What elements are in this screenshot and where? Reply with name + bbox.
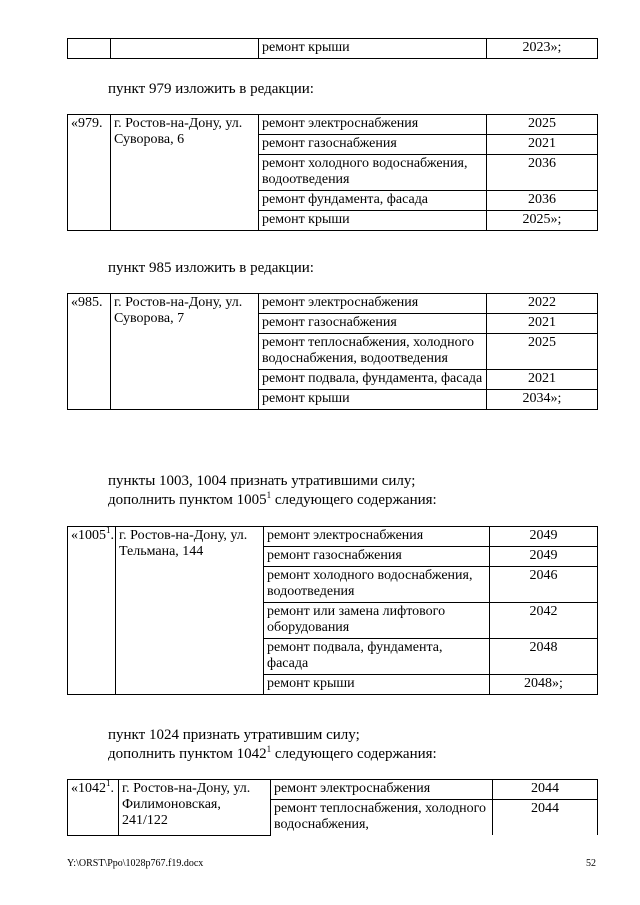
table-row [68,115,598,135]
paragraph-985: пункт 985 изложить в редакции: [108,260,314,276]
year-cell: 2048 [490,639,598,675]
year-cell: 2025 [487,334,598,370]
address-cell: г. Ростов-на-Дону, ул. Филимоновская, 241/122 [119,780,271,836]
year-cell: 2025»; [487,211,598,231]
footer-file-path: Y:\ORST\Ppo\1028p767.f19.docx [67,858,204,869]
address-cell: г. Ростов-на-Дону, ул. Суворова, 7 [111,294,259,410]
table-1005 [67,526,598,695]
table-979 [67,114,598,231]
footer-page-number: 52 [586,858,596,869]
work-cell: ремонт подвала, фундамента, фасада [259,370,487,390]
work-cell: ремонт фундамента, фасада [259,191,487,211]
work-cell: ремонт электроснабжения [271,780,493,800]
work-cell: ремонт теплоснабжения, холодного водоснабжения, водоотведения [259,334,487,370]
work-cell: ремонт теплоснабжения, холодного водоснабжения, [271,800,493,836]
year-cell: 2034»; [487,390,598,410]
work-cell: ремонт или замена лифтового оборудования [264,603,490,639]
work-cell: ремонт холодного водоснабжения, водоотведения [264,567,490,603]
table-row [68,527,598,547]
address-cell [111,39,259,59]
year-cell: 2042 [490,603,598,639]
table-985 [67,293,598,410]
year-cell: 2049 [490,547,598,567]
year-cell: 2023»; [487,39,598,59]
number-cell: «1005$^1$. [68,527,116,695]
work-cell: ремонт газоснабжения [259,314,487,334]
year-cell: 2044 [493,780,598,800]
year-cell: 2048»; [490,675,598,695]
table-continued [67,38,598,59]
work-cell: ремонт крыши [259,211,487,231]
number-cell: «985. [68,294,111,410]
work-cell: ремонт крыши [259,390,487,410]
work-cell: ремонт электроснабжения [259,294,487,314]
paragraph-1042: пункт 1024 признать утратившим силу; дополнить пунктом 1042$^1$ следующего содержания: [108,727,437,762]
year-cell: 2022 [487,294,598,314]
address-cell: г. Ростов-на-Дону, ул. Суворова, 6 [111,115,259,231]
number-cell: «1042$^1$. [68,780,119,836]
year-cell: 2036 [487,155,598,191]
table-1042 [67,779,598,836]
address-cell: г. Ростов-на-Дону, ул. Тельмана, 144 [116,527,264,695]
table-row [68,780,598,800]
number-cell [68,39,111,59]
table-row [68,294,598,314]
year-cell: 2021 [487,314,598,334]
table-row [68,39,598,59]
paragraph-1005: пункты 1003, 1004 признать утратившими силу; дополнить пунктом 1005$^1$ следующего содержания: [108,473,437,508]
year-cell: 2021 [487,370,598,390]
work-cell: ремонт газоснабжения [264,547,490,567]
year-cell: 2049 [490,527,598,547]
year-cell: 2025 [487,115,598,135]
work-cell: ремонт крыши [259,39,487,59]
year-cell: 2046 [490,567,598,603]
year-cell: 2036 [487,191,598,211]
work-cell: ремонт газоснабжения [259,135,487,155]
work-cell: ремонт электроснабжения [259,115,487,135]
work-cell: ремонт холодного водоснабжения, водоотведения [259,155,487,191]
work-cell: ремонт подвала, фундамента, фасада [264,639,490,675]
paragraph-979: пункт 979 изложить в редакции: [108,81,314,97]
number-cell: «979. [68,115,111,231]
work-cell: ремонт крыши [264,675,490,695]
work-cell: ремонт электроснабжения [264,527,490,547]
year-cell: 2044 [493,800,598,836]
year-cell: 2021 [487,135,598,155]
